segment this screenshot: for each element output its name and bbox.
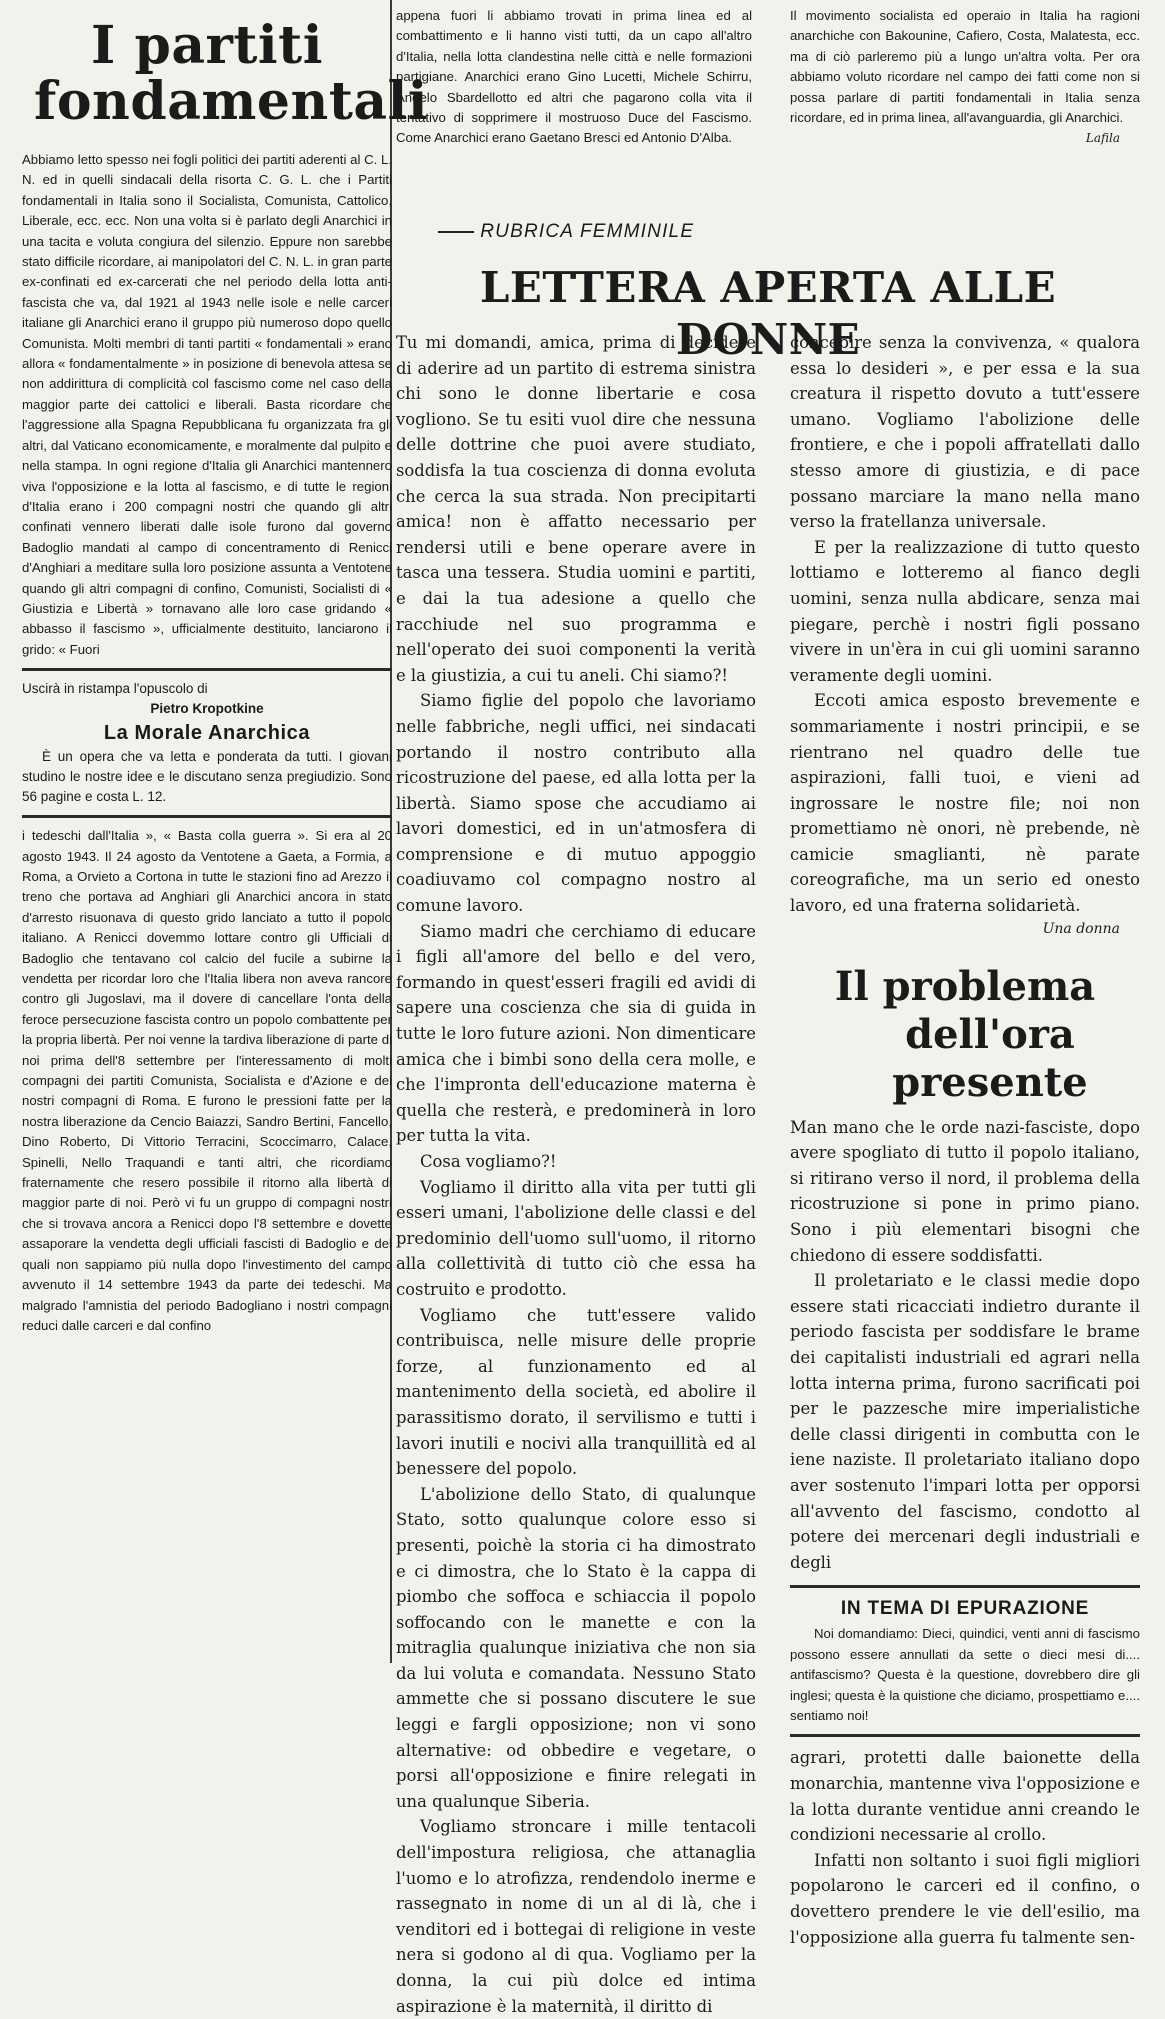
lettera-p2: Siamo figlie del popolo che lavoriamo nelle fabbriche, negli uffici, nei sindacati portando il nostro contributo alla ricostruzione del paese, ed alla lotta per la libertà. Siamo spose che accudiamo ai lavori domestici, ed in un'atmosfera di comprensione e di mutuo appoggio coadiuvamo col compagno nostro al comune lavoro. xyxy=(396,691,756,916)
lettera-p11: Eccoti amica esposto brevemente e sommariamente i nostri principii, e se rientrano nel quadro delle tue aspirazioni, falli tuoi, e vieni ad ingrossare le nostre file; noi non promettiamo nè onori, nè prebende, nè camicie smaglianti, nè parate coreografiche, ma un serio ed onesto lavoro, ed una fraterna solidarietà. xyxy=(790,691,1140,916)
epurazione-text: Noi domandiamo: Dieci, quindici, venti anni di fascismo possono essere annullati da sette o dieci mesi di.... antifascismo? Questa è la questione, dovrebbero dire gli inglesi; questa è la quistione che diciamo, prospettiamo e.... sentiamo noi! xyxy=(790,1626,1140,1723)
article-partiti-continuation: i tedeschi dall'Italia », « Basta colla guerra ». Si era al 20 agosto 1943. Il 24 agosto da Ventotene a Gaeta, a Formia, a Roma, a Orvieto a Cortona in tutte le stazioni fino ad Arezzo il treno che portava ad Anghiari gli Anarchici ancora in stato d'arresto risuonava di questo grido lanciato a tutto il popolo italiano. A Renicci dovemmo lottare contro gli Ufficiali di Badoglio che tentavano col calcio del fucile a subirne la vendetta per ricordar loro che l'Italia libera non aveva rancore contro gli Jugoslavi, ma il dovere di cancellare l'onta della feroce persecuzione fascista contro un popolo combattente per la propria libertà. Per noi venne la tardiva liberazione di parte di noi prima dell'8 settembre per l'interessamento di molti compagni dei partiti Comunista, Socialista e d'Azione e dei nostri compagni di Roma. E furono le pressioni fatte per la nostra liberazione da Cencio Baiazzi, Sandro Bertini, Fancello, Dino Roberto, Di Vittorio Terracini, Scoccimarro, Calace, Spinelli, Nello Traquandi e tanti altri, che ricordiamo fraternamente che resero possibile il ritorno alla libertà di maggior parte di noi. Però vi fu un gruppo di compagni nostri che si trovava ancora a Renicci dopo l'8 settembre e dovette assaporare la vendetta degli ufficiali fascisti di Badoglio e del quali non sappiamo più nulla dopo l'investimento del campo avvenuto il 14 settembre 1943 da parte dei tedeschi. Ma malgrado l'amnistia del periodo Badogliano i nostri compagni reduci dalle carceri e dal confino xyxy=(22,828,392,1333)
lettera-p6: Vogliamo che tutt'essere valido contribuisca, nelle misure delle proprie forze, al funzionamento ed al mantenimento della società, ed abolire il parassitismo dorato, il servilismo e tutti i lavori inutili e nocivi alla tranquillità ed al benessere del popolo. xyxy=(396,1305,756,1479)
problema-p2: Il proletariato e le classi medie dopo essere stati ricacciati indietro durante il periodo fascista per soddisfare le brame dei capitalisti industriali ed agrari nella lotta interna prima, furono sacrificati poi per le pazzesche mire imperialistiche delle classi dirigenti in combutta con le iene naziste. Il proletariato italiano dopo aver sostenuto l'impari lotta per opporsi all'avvento del fascismo, condotto al potere dei mercenari degli industriali e degli xyxy=(790,1271,1140,1572)
lettera-col-right xyxy=(790,330,1140,1950)
headline-partiti: I partiti fondamentali xyxy=(34,15,429,132)
problema-body xyxy=(790,1115,1140,1576)
lettera-p7: L'abolizione dello Stato, di qualunque Stato, sotto qualunque colore esso si presenti, poichè la storia ci ha dimostrato e ci dimostra, che lo Stato è la cappa di piombo che soffoca e schiaccia il popolo soffocando con le manette e con la mitraglia qualunque iniziativa che non sia da lui voluta e comandata. Nessuno Stato ammette che si possano discutere le sue leggi e fargli opposizione; non vi sono alternative: od obbedire e vegetare, o porsi all'opposizione e finire relegati in una qualunque Siberia. xyxy=(396,1484,756,1811)
problema-p1: Man mano che le orde nazi-fasciste, dopo avere spogliato di tutto il popolo italiano, si ritirano verso il nord, il problema della ricostruzione si pone in primo piano. Sono i più elementari bisogni che chiedono di essere soddisfatti. xyxy=(790,1117,1140,1265)
problema-p4: Infatti non soltanto i suoi figli migliori popolarono le carceri ed il confino, o dovettero prendere le vie dell'esilio, ma l'opposizione alla guerra fu talmente sen- xyxy=(790,1850,1140,1947)
problema-p3: agrari, protetti dalle baionette della monarchia, mantenne viva l'opposizione e la lotta durante ventidue anni creando le condizioni necessarie al crollo. xyxy=(790,1748,1140,1845)
epurazione-title: IN TEMA DI EPURAZIONE xyxy=(840,1598,1090,1620)
epurazione-box xyxy=(790,1596,1140,1726)
signature-una-donna: Una donna xyxy=(1042,920,1120,937)
signature-lafila: Lafila xyxy=(1085,131,1120,146)
section-rule xyxy=(22,815,392,818)
rubric-dash xyxy=(438,231,474,233)
section-rule xyxy=(22,668,392,671)
problema-title-line1: Il problema xyxy=(834,962,1096,1010)
notice-title: La Morale Anarchica xyxy=(103,722,311,745)
article-partiti-closing: Il movimento socialista ed operaio in Italia ha ragioni anarchiche con Bakounine, Cafiero, Costa, Malatesta, ecc. ma di ciò parleremo più a lungo un'altra volta. Per ora abbiamo voluto ricordare nel campo dei fatti come non si possa parlare di partiti fondamentali in Italia senza ricordare, ed in prima linea, all'avanguardia, gli Anarchici. xyxy=(790,8,1140,126)
lettera-col-middle xyxy=(396,330,756,2019)
problema-title-block xyxy=(790,963,1140,1107)
lettera-p1: Tu mi domandi, amica, prima di decidere di aderire ad un partito di estrema sinistra chi sono le donne libertarie e cosa vogliono. Se tu esiti vuol dire che nessuna delle dottrine che puoi avere studiato, soddisfa la tua coscienza di donna evoluta che cerca la sua strada. Non precipitarti amica! non è affatto necessario per rendersi utili e bene operare avere in tasca una tessera. Studia uomini e partiti, e dai la tua adesione a quello che racchiude nel suo programma e nell'operato dei suoi componenti la verità e la giustizia, a cui tu aneli. Chi siamo?! xyxy=(396,333,756,685)
rubric-header xyxy=(396,214,736,250)
article-partiti-end: appena fuori li abbiamo trovati in prima linea ed al combattimento e li hanno visti tutti, da un capo all'altro d'Italia, nella lotta clandestina nelle città e nelle formazioni partigiane. Anarchici erano Gino Lucetti, Michele Schirru, Angelo Sbardellotto ed altri che pagarono colla vita il tentativo di sopprimere il mostruoso Duce del Fascismo. Come Anarchici erano Gaetano Bresci ed Antonio D'Alba. xyxy=(396,8,752,146)
problema-continuation xyxy=(790,1745,1140,1950)
lettera-p5: Vogliamo il diritto alla vita per tutti gli esseri umani, l'abolizione delle classi e del predominio dell'uomo sull'uomo, il ritorno alla collettività di tutto ciò che essa ha costruito e prodotto. xyxy=(396,1177,756,1299)
lettera-title: LETTERA APERTA ALLE DONNE xyxy=(479,263,1057,364)
notice-body: È un opera che va letta e ponderata da tutti. I giovani studino le nostre idee e le discutano senza pregiudizio. Sono 56 pagine e costa L. 12. xyxy=(22,749,392,805)
epurazione-rule-top xyxy=(790,1585,1140,1588)
epurazione-rule-bottom xyxy=(790,1734,1140,1737)
kropotkin-notice xyxy=(22,679,392,807)
rubric-label: RUBRICA FEMMINILE xyxy=(480,221,695,242)
column-left xyxy=(22,8,429,1336)
lettera-p3: Siamo madri che cerchiamo di educare i figli all'amore del bello e del vero, formando in quest'esseri fragili ed avidi di sapere una coscienza che sia di guida in tutte le loro future azioni. Non dimenticare amica che i bimbi sono della cera molle, e che l'impronta dell'educazione materna è quella che resterà, e predominerà in loro per tutta la vita. xyxy=(396,921,756,1146)
lettera-p8: Vogliamo stroncare i mille tentacoli dell'impostura religiosa, che attanaglia l'uomo e lo atrofizza, rendendolo inerme e rassegnato in nome di un al di là, che i venditori ed i bottegai di religione in veste nera si godono al di qua. Vogliamo per la donna, la cui più dolce ed intima aspirazione è la maternità, il diritto di xyxy=(396,1817,756,2016)
notice-author: Pietro Kropotkine xyxy=(150,701,264,717)
column-middle-top xyxy=(396,6,752,149)
notice-intro: Uscirà in ristampa l'opuscolo di xyxy=(22,681,208,697)
lettera-p10: E per la realizzazione di tutto questo lottiamo e lotteremo al fianco degli uomini, senza nulla abdicare, senza mai piegare, perchè i nostri figli possano vivere in un'èra in cui gli uomini saranno veramente degli uomini. xyxy=(790,537,1140,685)
problema-title-line2: dell'ora presente xyxy=(892,1010,1088,1106)
column-right-top xyxy=(790,6,1140,148)
lettera-p9: concepire senza la convivenza, « qualora essa lo desideri », e per essa e la sua creatura il rispetto dovuto a tutt'essere umano. Vogliamo l'abolizione delle frontiere, e che i popoli affratellati dallo stesso amore di giustizia, e di pace possano marciare la mano nella mano verso la fratellanza universale. xyxy=(790,333,1140,532)
lettera-p4: Cosa vogliamo?! xyxy=(420,1152,557,1171)
article-partiti-body: Abbiamo letto spesso nei fogli politici dei partiti aderenti al C. L. N. ed in quelli sindacali della risorta C. G. L. che i Partiti fondamentali in Italia sono il Socialista, Comunista, Cattolico, Liberale, ecc. ecc. Non una volta si è parlato degli Anarchici in una tacita e voluta congiura del silenzio. Eppure non sarebbe stato difficile ricordare, ai manipolatori del C. N. L. in gran parte ex-confinati ed ex-carcerati che nel periodo della lotta anti-fascista che va, dal 1921 al 1943 nelle isole e nelle carceri italiane gli Anarchici erano il gruppo più numeroso dopo quello Comunista. Molti membri di tanti partiti « fondamentali » erano allora « fondamentalmente » in posizione di benevola attesa se non addirittura di complicità col fascismo come nel caso della maggior parte dei cattolici e liberali. Basta ricordare che l'aggressione alla Spagna Repubblicana fu organizzata fra gli altri, dal Vaticano economicamente, e moralmente dal pulpito e nella stampa. In ogni regione d'Italia gli Anarchici mantennero viva l'opposizione e la lotta al fascismo, e di tutte le regioni d'Italia erano i 200 compagni nostri che quando gli altri confinati vennero liberati dalle isole furono dal governo Badoglio mandati al campo di concentramento di Renicci d'Anghiari a meditare sulla loro posizione assunta a Ventotene quando gli altri compagni di confino, Comunisti, Socialisti di « Giustizia e Libertà » tornavano alle loro case gridando « abbasso il fascismo », ufficialmente destituito, lanciarono il grido: « Fuori xyxy=(22,152,392,657)
